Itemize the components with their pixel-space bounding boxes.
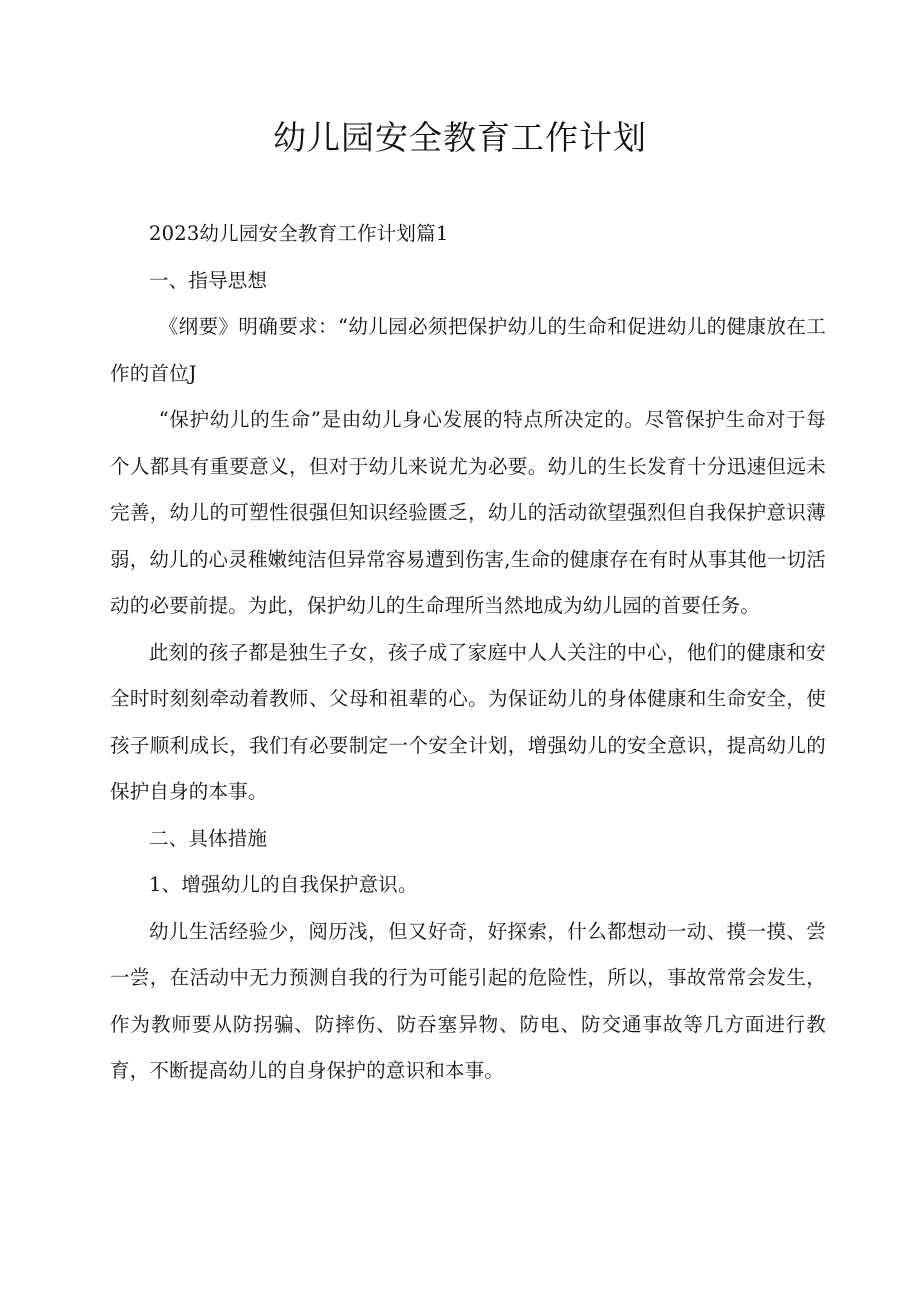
- paragraph-only-children: 此刻的孩子都是独生子女，孩子成了家庭中人人关注的中心，他们的健康和安全时时刻刻牵动着教师、父母和祖辈的心。为保证幼儿的身体健康和生命安全，使孩子顺利成长，我们有必要制定一个安全计划，增强幼儿的安全意识，提高幼儿的保护自身的本事。: [110, 640, 826, 803]
- document-subtitle: 2023幼儿园安全教育工作计划篇1: [149, 222, 449, 245]
- document-title: 幼儿园安全教育工作计划: [273, 118, 647, 157]
- section-heading-self-protection: 1、增强幼儿的自我保护意识。: [149, 873, 418, 896]
- paragraph-outline-requirement: 《纲要》明确要求：“幼儿园必须把保护幼儿的生命和促进幼儿的健康放在工作的首位J: [110, 315, 826, 385]
- paragraph-life-experience: 幼儿生活经验少，阅历浅，但又好奇，好探索，什么都想动一动、摸一摸、尝一尝，在活动中无力预测自我的行为可能引起的危险性，所以，事故常常会发生，作为教师要从防拐骗、防摔伤、防吞塞异物、防电、防交通事故等几方面进行教育，不断提高幼儿的自身保护的意识和本事。: [110, 919, 826, 1082]
- section-heading-guiding-ideology: 一、指导思想: [149, 268, 268, 292]
- section-heading-specific-measures: 二、具体措施: [149, 826, 268, 850]
- document-body: [110, 211, 826, 1095]
- paragraph-protect-life: “保护幼儿的生命”是由幼儿身心发展的特点所决定的。尽管保护生命对于每个人都具有重要意义，但对于幼儿来说尤为必要。幼儿的生长发育十分迅速但远未完善，幼儿的可塑性很强但知识经验匮乏，幼儿的活动欲望强烈但自我保护意识薄弱，幼儿的心灵稚嫩纯洁但异常容易遭到伤害,生命的健康存在有时从事其他一切活动的必要前提。为此，保护幼儿的生命理所当然地成为幼儿园的首要任务。: [110, 408, 826, 617]
